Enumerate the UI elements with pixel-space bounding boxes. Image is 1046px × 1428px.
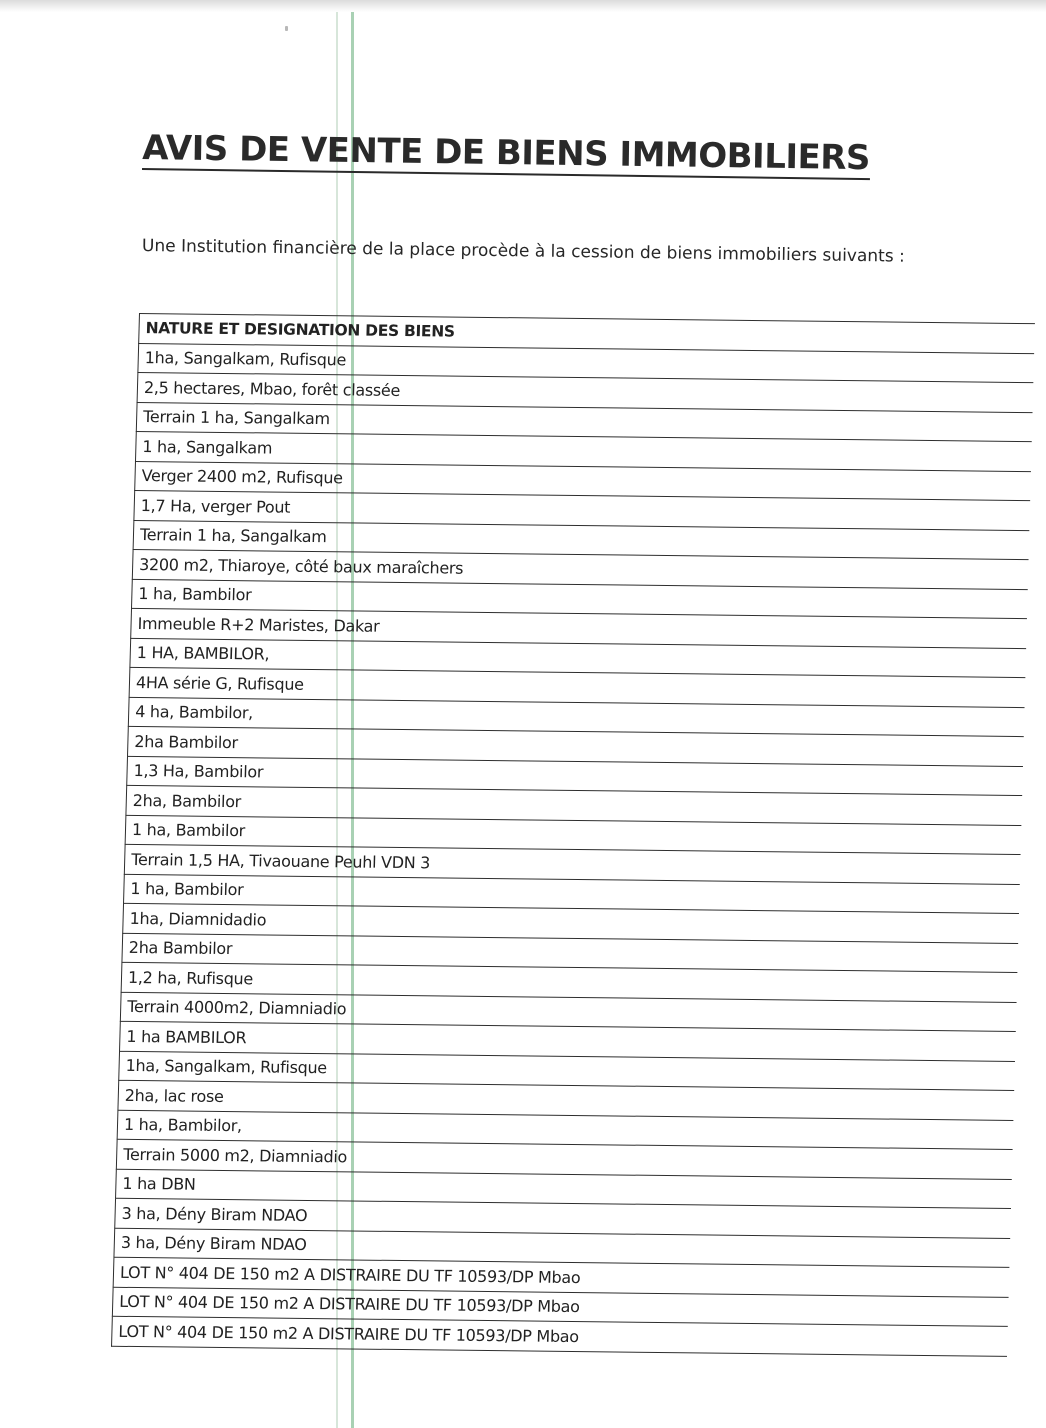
property-designation: Verger 2400 m2, Rufisque [135, 461, 1031, 501]
property-designation: 4HA série G, Rufisque [129, 667, 1025, 707]
property-designation: 1 ha, Bambilor, [117, 1110, 1013, 1150]
intro-paragraph: Une Institution financière de la place procède à la cession de biens immobiliers suivants : [141, 236, 905, 267]
property-designation: 1,2 ha, Rufisque [121, 962, 1017, 1002]
property-designation: Terrain 4000m2, Diamniadio [120, 992, 1016, 1032]
property-designation: 1 ha DBN [116, 1169, 1012, 1209]
property-designation: 2ha Bambilor [122, 933, 1018, 973]
property-designation: 1,3 Ha, Bambilor [127, 756, 1023, 796]
property-designation: Immeuble R+2 Maristes, Dakar [131, 608, 1027, 648]
property-designation: 1 ha, Bambilor [124, 874, 1020, 914]
property-designation: 1,7 Ha, verger Pout [134, 490, 1030, 530]
property-designation: 1 ha BAMBILOR [120, 1021, 1016, 1061]
property-designation: 1ha, Sangalkam, Rufisque [119, 1051, 1015, 1091]
property-designation: 1 ha, Sangalkam [135, 431, 1031, 471]
property-designation: Terrain 5000 m2, Diamniadio [116, 1139, 1012, 1179]
property-designation: 1ha, Diamnidadio [123, 903, 1019, 943]
property-designation: 1 HA, BAMBILOR, [130, 638, 1026, 678]
property-designation: 1ha, Sangalkam, Rufisque [138, 343, 1034, 383]
property-designation: 4 ha, Bambilor, [128, 697, 1024, 737]
property-designation: Terrain 1 ha, Sangalkam [133, 520, 1029, 560]
property-designation: 2,5 hectares, Mbao, forêt classée [137, 372, 1033, 412]
property-rows [112, 343, 1035, 1356]
property-designation: 1 ha, Bambilor [132, 579, 1028, 619]
property-designation: LOT N° 404 DE 150 m2 A DISTRAIRE DU TF 10593/DP Mbao [112, 1287, 1008, 1327]
property-designation: 3200 m2, Thiaroye, côté baux maraîchers [132, 549, 1028, 589]
scan-speck [285, 26, 288, 31]
property-designation: Terrain 1 ha, Sangalkam [136, 402, 1032, 442]
property-designation: 1 ha, Bambilor [125, 815, 1021, 855]
property-designation: 3 ha, Dény Biram NDAO [115, 1198, 1011, 1238]
column-header: NATURE ET DESIGNATION DES BIENS [139, 314, 1035, 354]
property-designation: 3 ha, Dény Biram NDAO [114, 1228, 1010, 1268]
property-designation: 2ha, lac rose [118, 1080, 1014, 1120]
property-designation: Terrain 1,5 HA, Tivaouane Peuhl VDN 3 [124, 844, 1020, 884]
property-designation: 2ha Bambilor [128, 726, 1024, 766]
property-table [111, 313, 1035, 1356]
property-designation: LOT N° 404 DE 150 m2 A DISTRAIRE DU TF 10593/DP Mbao [113, 1257, 1009, 1297]
document-title: AVIS DE VENTE DE BIENS IMMOBILIERS [142, 128, 871, 179]
property-designation: LOT N° 404 DE 150 m2 A DISTRAIRE DU TF 10593/DP Mbao [112, 1316, 1008, 1356]
scan-top-shadow [0, 0, 1046, 12]
property-designation: 2ha, Bambilor [126, 785, 1022, 825]
